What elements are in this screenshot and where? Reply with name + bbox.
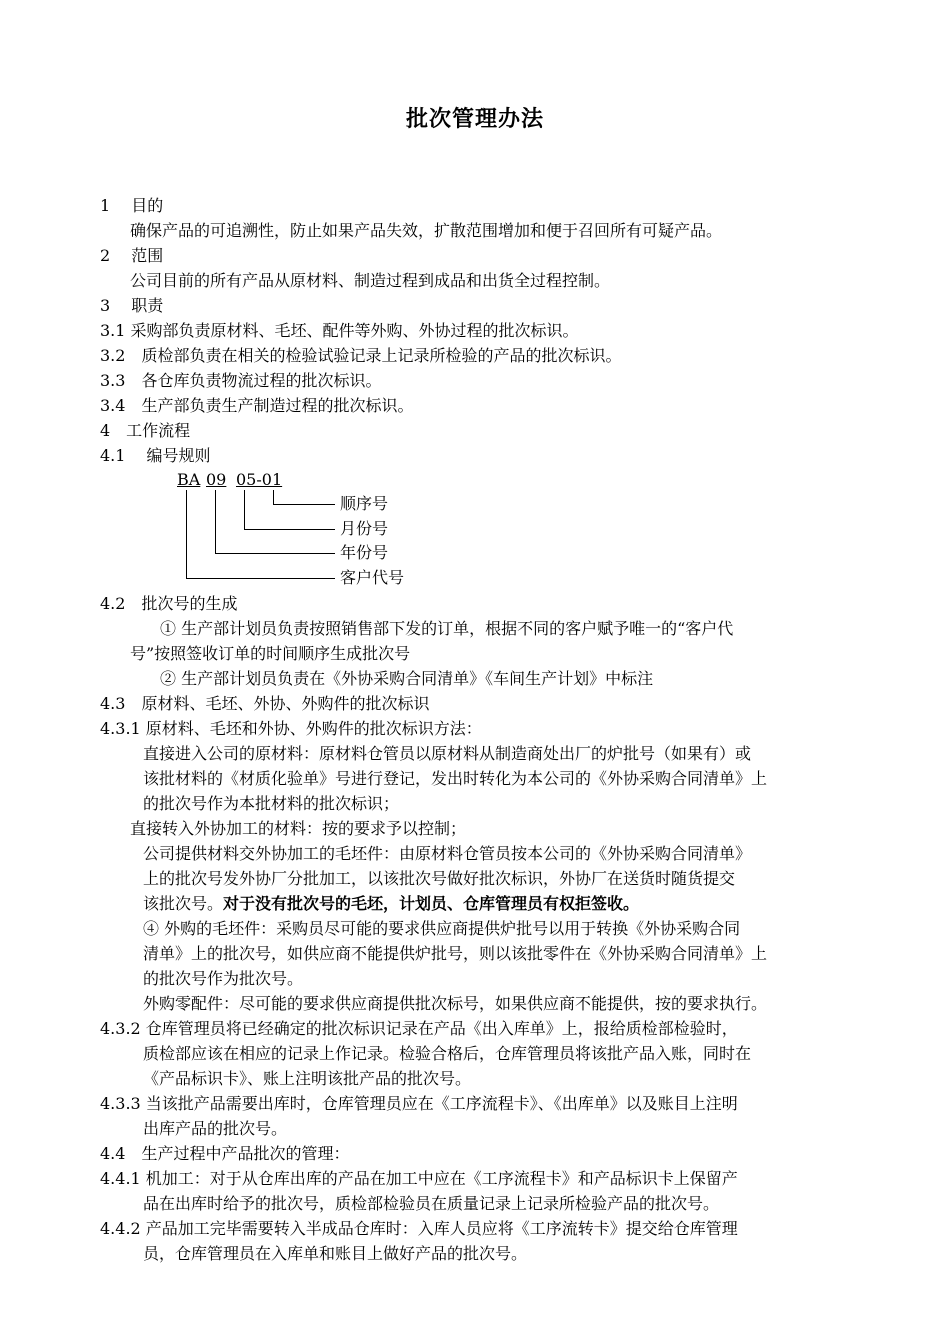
section-4-3-1-b1: 直接转入外协加工的材料：按的要求予以控制；	[130, 819, 467, 838]
connector-month-horizontal	[244, 529, 335, 530]
section-4-3-1-c1: 公司提供材料交外协加工的毛坯件：由原材料仓管员按本公司的《外协采购合同清单》	[143, 844, 752, 863]
section-4-3-1-c2: 上的批次号发外协厂分批加工，以该批次号做好批次标识，外协厂在送货时随货提交	[143, 869, 736, 888]
connector-seq-horizontal	[273, 504, 335, 505]
section-3-2: 3.2 质检部负责在相关的检验试验记录上记录所检验的产品的批次标识。	[100, 346, 622, 365]
section-4-3-1-c3-text: 该批次号。	[143, 894, 224, 913]
label-sequence: 顺序号	[340, 494, 389, 513]
section-4-3-1-a1: 直接进入公司的原材料：原材料仓管员以原材料从制造商处出厂的炉批号（如果有）或	[143, 744, 752, 763]
section-4-1-heading: 4.1 编号规则	[100, 446, 211, 465]
connector-seq-vertical	[273, 490, 274, 504]
section-4-3-1-c3-bold: 对于没有批次号的毛坯，计划员、仓库管理员有权拒签收。	[223, 894, 640, 913]
section-3-3: 3.3 各仓库负责物流过程的批次标识。	[100, 371, 382, 390]
section-4-heading: 4 工作流程	[100, 421, 191, 440]
connector-customer-vertical	[186, 490, 187, 578]
connector-year-horizontal	[215, 553, 335, 554]
section-4-4-2-l2: 员，仓库管理员在入库单和账目上做好产品的批次号。	[143, 1244, 528, 1263]
section-4-3-1-d1: ④ 外购的毛坯件：采购员尽可能的要求供应商提供炉批号以用于转换《外协采购合同	[143, 919, 741, 938]
section-3-1: 3.1 采购部负责原材料、毛坯、配件等外购、外协过程的批次标识。	[100, 321, 579, 340]
code-month-seq: 05-01	[236, 470, 283, 489]
section-4-3-1-d3: 的批次号作为批次号。	[143, 969, 304, 988]
section-4-3-2-l2: 质检部应该在相应的记录上作记录。检验合格后，仓库管理员将该批产品入账，同时在	[143, 1044, 752, 1063]
label-month: 月份号	[340, 519, 389, 538]
section-4-3-1-heading: 4.3.1 原材料、毛坯和外协、外购件的批次标识方法：	[100, 719, 482, 738]
section-1-heading: 1 目的	[100, 196, 164, 215]
label-year: 年份号	[340, 543, 389, 562]
section-3-heading: 3 职责	[100, 296, 164, 315]
section-4-3-1-a3: 的批次号作为本批材料的批次标识；	[143, 794, 400, 813]
section-4-3-heading: 4.3 原材料、毛坯、外协、外购件的批次标识	[100, 694, 430, 713]
section-4-2-heading: 4.2 批次号的生成	[100, 594, 238, 613]
section-4-4-1-l1: 4.4.1 机加工：对于从仓库出库的产品在加工中应在《工序流程卡》和产品标识卡上保留产	[100, 1169, 738, 1188]
section-4-3-1-d2: 清单》上的批次号，如供应商不能提供炉批号，则以该批零件在《外协采购合同清单》上	[143, 944, 768, 963]
section-4-4-heading: 4.4 生产过程中产品批次的管理：	[100, 1144, 350, 1163]
section-4-3-1-c3	[143, 893, 639, 915]
section-4-3-3-l2: 出库产品的批次号。	[143, 1119, 288, 1138]
section-4-4-2-l1: 4.4.2 产品加工完毕需要转入半成品仓库时：入库人员应将《工序流转卡》提交给仓库管理	[100, 1219, 738, 1238]
section-4-2-p1a: ① 生产部计划员负责按照销售部下发的订单，根据不同的客户赋予唯一的“客户代	[160, 619, 734, 638]
section-3-4: 3.4 生产部负责生产制造过程的批次标识。	[100, 396, 414, 415]
section-1-text: 确保产品的可追溯性，防止如果产品失效，扩散范围增加和便于召回所有可疑产品。	[130, 221, 723, 240]
section-4-3-2-l1: 4.3.2 仓库管理员将已经确定的批次标识记录在产品《出入库单》上，报给质检部检验时，	[100, 1019, 738, 1038]
section-4-2-p2: ② 生产部计划员负责在《外协采购合同清单》《车间生产计划》中标注	[160, 669, 654, 688]
connector-month-vertical	[244, 490, 245, 529]
section-4-3-1-e1: 外购零配件：尽可能的要求供应商提供批次标号，如果供应商不能提供，按的要求执行。	[143, 994, 768, 1013]
connector-year-vertical	[215, 490, 216, 553]
code-customer: BA	[177, 470, 201, 489]
section-4-4-1-l2: 品在出库时给予的批次号，质检部检验员在质量记录上记录所检验产品的批次号。	[143, 1194, 720, 1213]
section-4-3-3-l1: 4.3.3 当该批产品需要出库时，仓库管理员应在《工序流程卡》、《出库单》以及账目上注明	[100, 1094, 738, 1113]
page-title: 批次管理办法	[405, 106, 544, 132]
section-4-2-p1b: 号”按照签收订单的时间顺序生成批次号	[130, 644, 411, 663]
section-4-3-2-l3: 《产品标识卡》、账上注明该批产品的批次号。	[143, 1069, 472, 1088]
section-4-3-1-a2: 该批材料的《材质化验单》号进行登记，发出时转化为本公司的《外协采购合同清单》上	[143, 769, 768, 788]
label-customer: 客户代号	[340, 568, 405, 587]
connector-customer-horizontal	[186, 578, 335, 579]
section-2-text: 公司目前的所有产品从原材料、制造过程到成品和出货全过程控制。	[130, 271, 611, 290]
section-2-heading: 2 范围	[100, 246, 164, 265]
code-year: 09	[206, 470, 227, 489]
